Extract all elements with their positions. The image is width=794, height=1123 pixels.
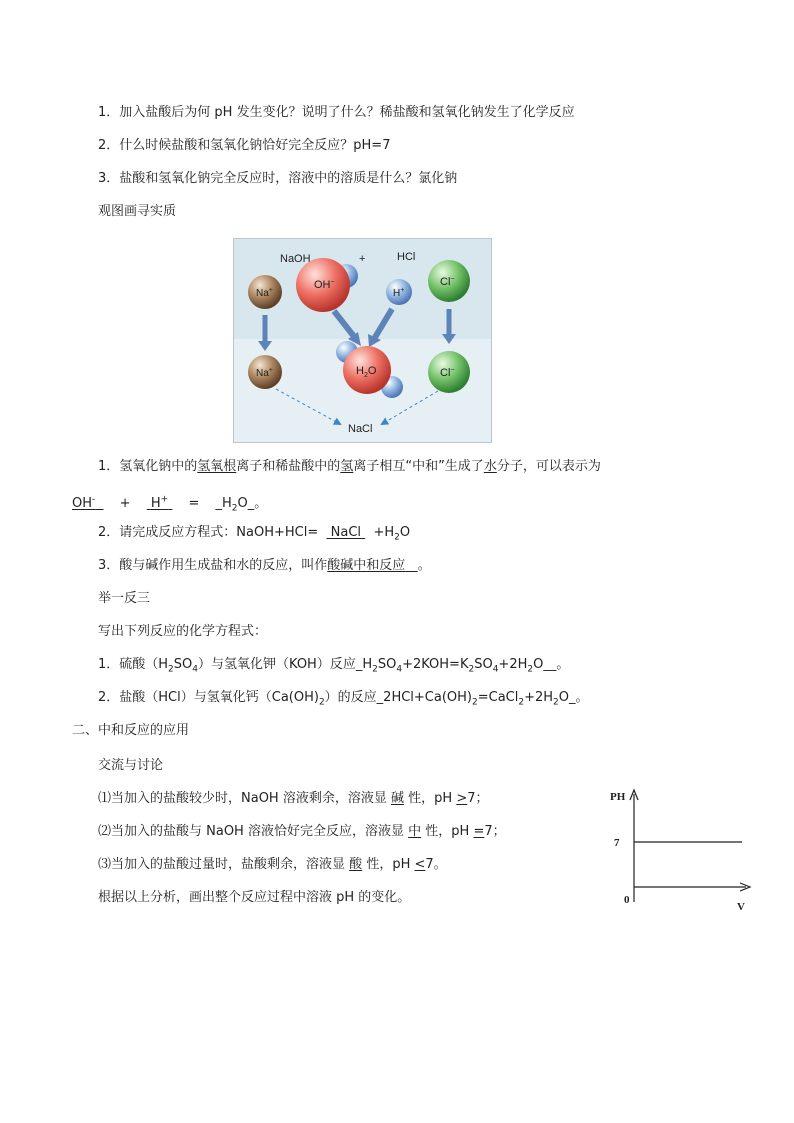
- fill-line-1: 1．氢氧化钠中的氢氧根离子和稀盐酸中的氢离子相互“中和”生成了水分子，可以表示为: [98, 459, 601, 474]
- fill-line-3: 2．请完成反应方程式：NaOH+HCl= NaCl $+H_2O$: [98, 525, 411, 543]
- h2o-h: H: [356, 365, 364, 377]
- y-axis-label: PH: [610, 791, 626, 803]
- arrow-hydroxide-to-water: [334, 311, 356, 339]
- na-charge-top: +: [268, 287, 273, 294]
- blank-water: 水: [483, 459, 497, 474]
- molecule-diagram: [234, 239, 491, 442]
- na-label-bottom: Na: [256, 368, 269, 379]
- blank-hydrogen: 氢: [340, 459, 354, 474]
- dashed-arrow-sodium-to-nacl: [276, 389, 340, 424]
- figure-heading: 观图画寻实质: [98, 204, 177, 219]
- cl-label-top: Cl: [440, 276, 451, 288]
- question-1: 1．加入盐酸后为何 pH 发生变化？说明了什么？稀盐酸和氢氧化钠发生了化学反应: [98, 105, 575, 120]
- oh-label: OH: [314, 279, 331, 291]
- x-axis-label: V: [737, 901, 745, 913]
- final-instruction: 根据以上分析，画出整个反应过程中溶液 pH 的变化。: [98, 890, 411, 905]
- case-3: ⑶当加入的盐酸过量时，盐酸剩余，溶液显 酸 性，pH <7。: [98, 857, 447, 872]
- question-2: 2．什么时候盐酸和氢氧化钠恰好完全反应？pH=7: [98, 138, 391, 153]
- practice-1: 1．硫酸$(H_2SO_4)$与氢氧化钾（KOH）反应$\_H_2SO_4+2KOH=K_2SO_4+2H_2O\_\_$。: [98, 657, 570, 675]
- blank-neutralization: 酸碱中和反应: [327, 558, 406, 573]
- neutralization-figure: [233, 238, 492, 443]
- h-label: H: [393, 288, 401, 299]
- blank-hydroxide: 氢氧根: [197, 459, 237, 474]
- na-charge-bottom: +: [268, 367, 273, 374]
- plus-label: +: [359, 253, 366, 265]
- na-label-top: Na: [256, 288, 269, 299]
- practice-intro: 写出下列反应的化学方程式：: [98, 624, 268, 639]
- h2o-o: O: [367, 365, 377, 377]
- y-tick-7: 7: [614, 837, 620, 849]
- practice-2: 2．盐酸（HCl）与氢氧化钙$(Ca(OH)_2)$的反应$\_2HCl+Ca(OH)_2=CaCl_2+2H_2O\_$。: [98, 690, 589, 708]
- fill-line-4: 3．酸与碱作用生成盐和水的反应，叫作酸碱中和反应 。: [98, 558, 431, 573]
- practice-heading: 举一反三: [98, 591, 151, 606]
- section-2-title: 二、中和反应的应用: [72, 723, 190, 738]
- case-2: ⑵当加入的盐酸与 NaOH 溶液恰好完全反应，溶液显 中 性，pH =7；: [98, 824, 506, 839]
- naoh-label: NaOH: [280, 253, 311, 265]
- oh-charge: −: [330, 279, 335, 286]
- case-1: ⑴当加入的盐酸较少时，NaOH 溶液剩余，溶液显 碱 性，pH >7；: [98, 791, 489, 806]
- h-charge: +: [400, 287, 405, 294]
- fill-line-2-ionic-equation: OH- + $H^+ = \_H_2O\_$。: [72, 495, 268, 514]
- nacl-label: NaCl: [348, 423, 373, 435]
- discussion-heading: 交流与讨论: [98, 758, 164, 773]
- origin-label: 0: [624, 894, 630, 906]
- h2o-sub: 2: [363, 372, 368, 379]
- cl-label-bottom: Cl: [440, 367, 451, 379]
- arrow-hydrogen-to-water: [374, 309, 392, 339]
- hcl-label: HCl: [397, 251, 416, 263]
- cl-charge-top: −: [450, 276, 455, 283]
- blank-nacl: NaCl: [330, 525, 362, 540]
- cl-charge-bottom: −: [450, 367, 455, 374]
- ph-chart: [600, 782, 760, 917]
- question-3: 3．盐酸和氢氧化钠完全反应时，溶液中的溶质是什么？氯化钠: [98, 171, 458, 186]
